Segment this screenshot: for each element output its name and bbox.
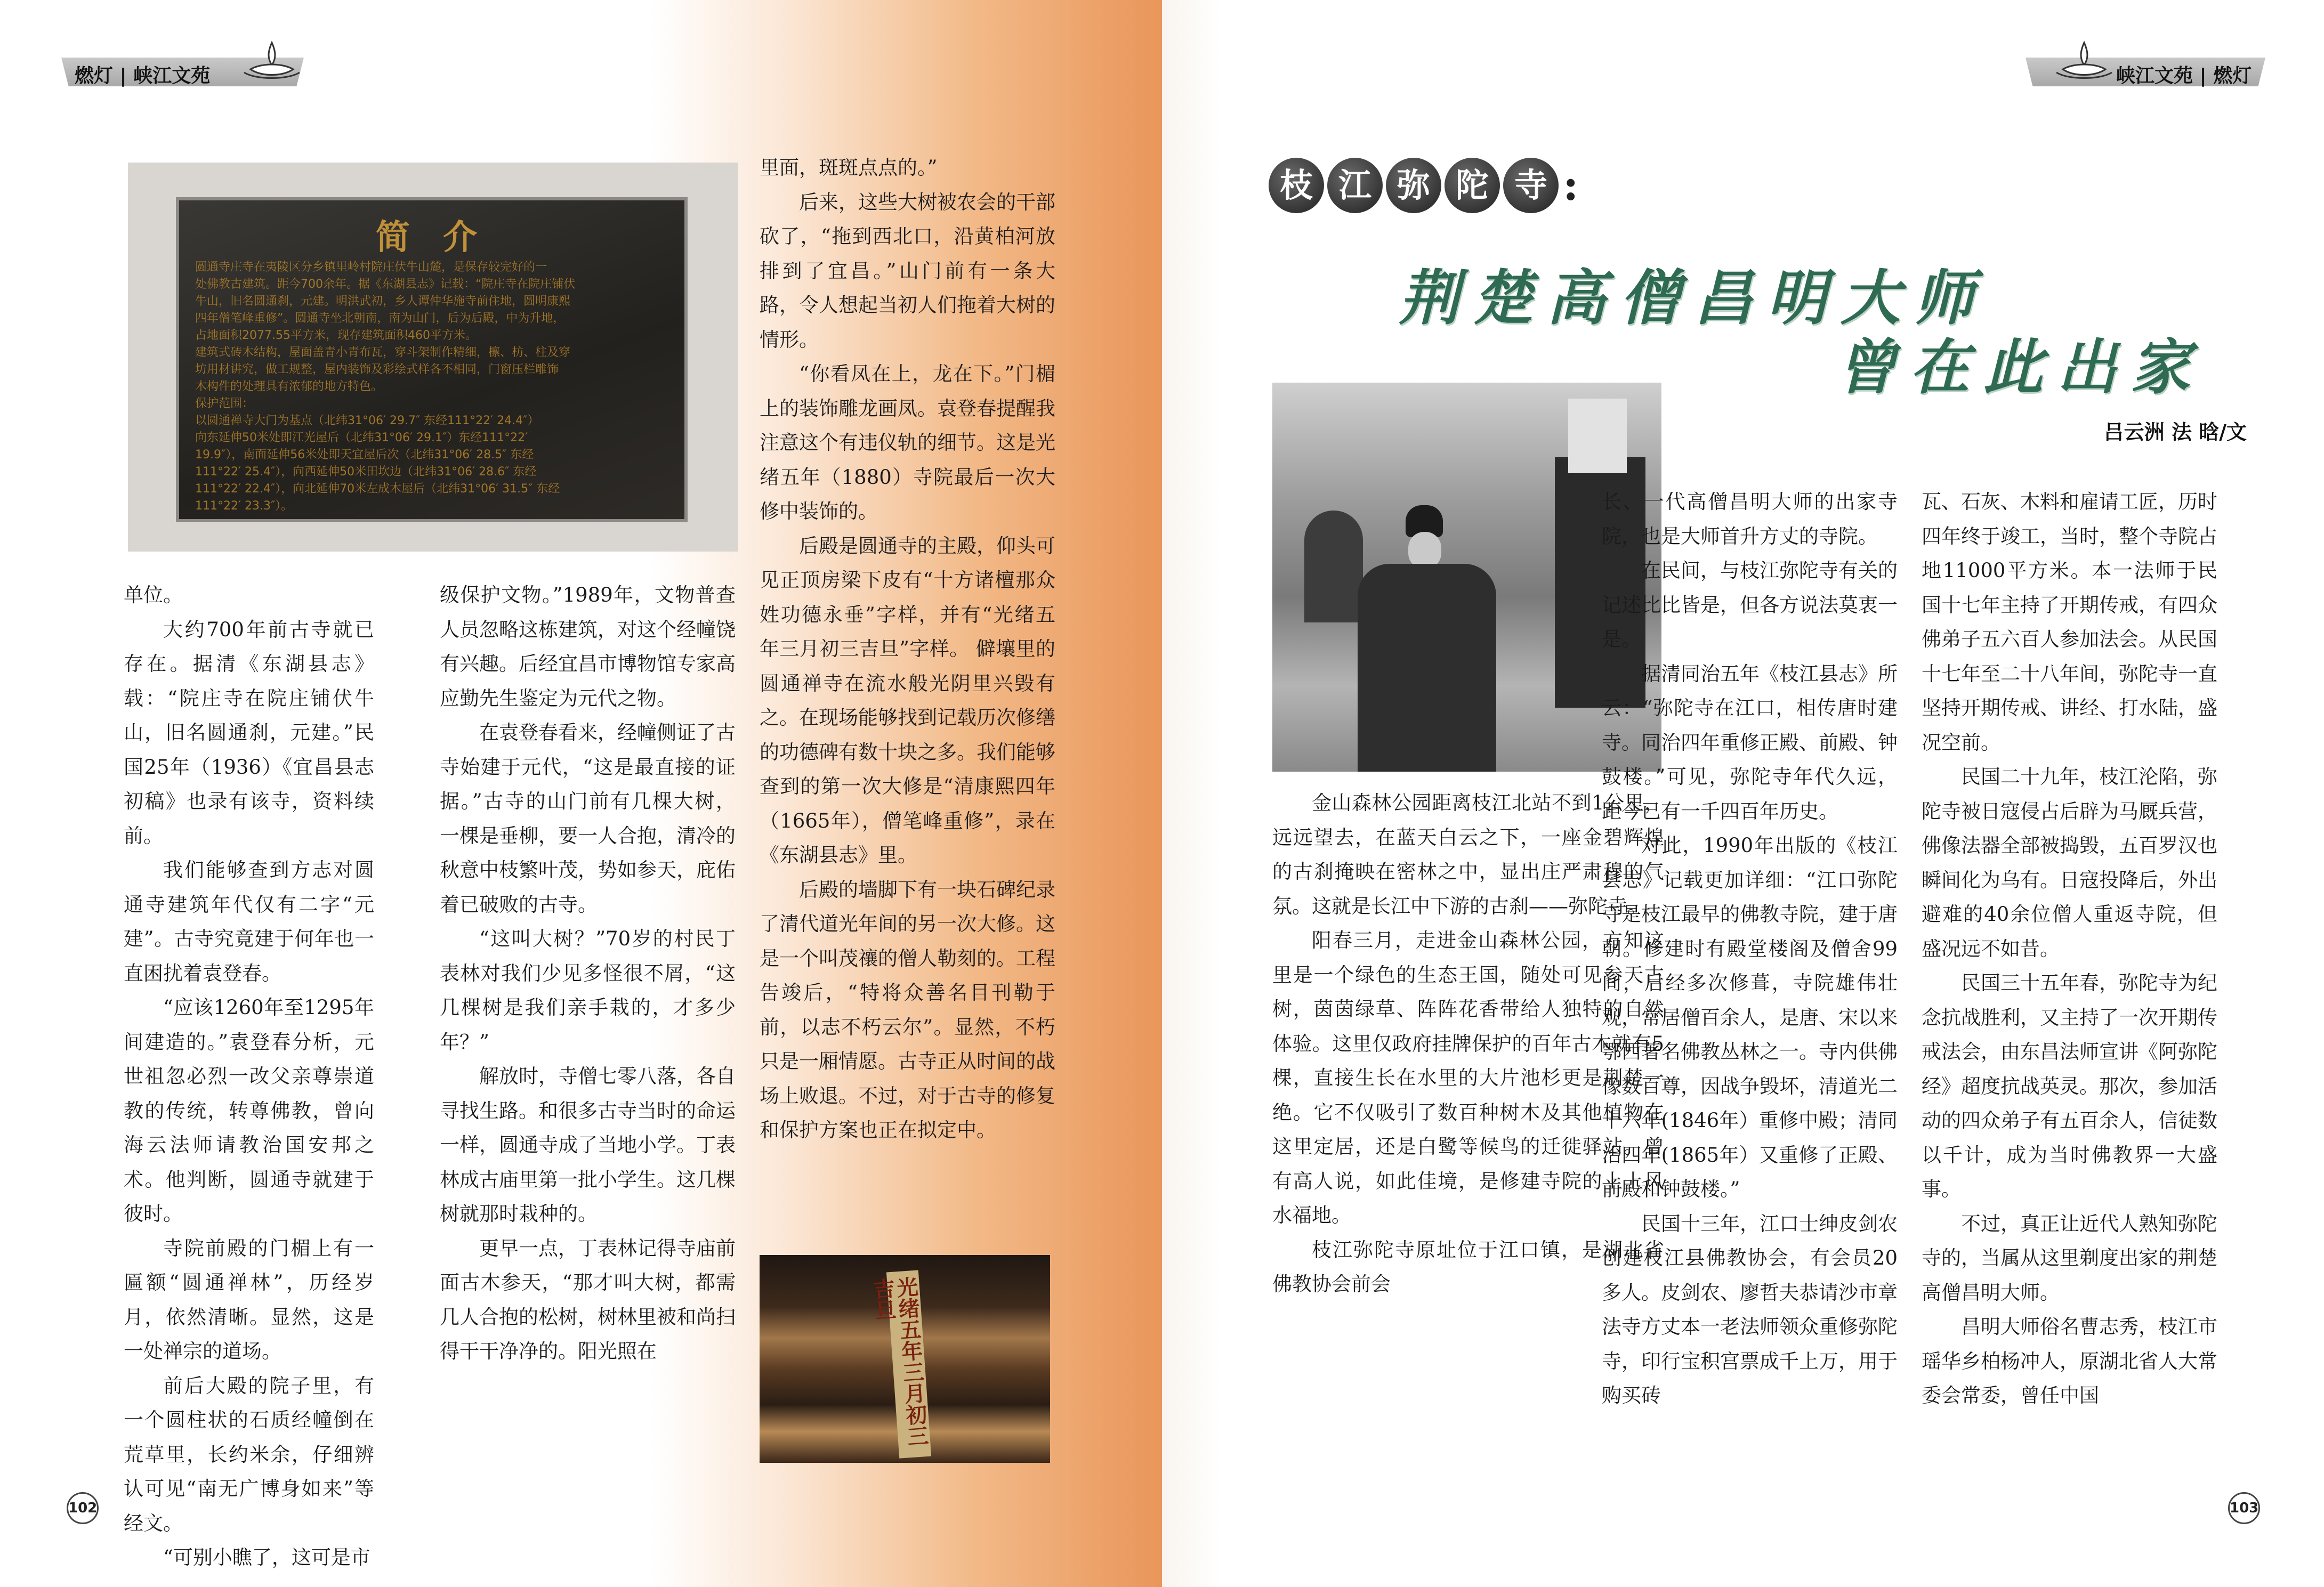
plaque-line: 保护范围： bbox=[195, 397, 254, 410]
title-char: 陀 bbox=[1445, 158, 1500, 213]
plaque-line: 111°22′ 22.4″），向北延伸70米左成木屋后（北纬31°06′ 31.5″ 东经 bbox=[195, 482, 560, 496]
plaque-heading: 简 介 bbox=[375, 217, 488, 257]
plaque-text bbox=[179, 259, 684, 515]
paragraph: 单位。 bbox=[124, 584, 183, 606]
title-char: 弥 bbox=[1386, 158, 1441, 213]
paragraph: 金山森林公园距离枝江北站不到1公里，远远望去，在蓝天白云之下，一座金碧辉煌的古刹掩映在密林之中，显出庄严肃穆的气氛。这就是长江中下游的古刹——弥陀寺。 bbox=[1272, 791, 1664, 918]
plaque-line: 111°22′ 25.4″），向西延伸50米田坎边（北纬31°06′ 28.6″ 东经 bbox=[195, 465, 537, 479]
header-title: 燃灯 | 峡江文苑 bbox=[75, 65, 211, 87]
paragraph: 民国十三年，江口士绅皮剑农创建枝江县佛教协会，有会员20多人。皮剑农、廖哲夫恭请沙市章法寺方丈本一老法师领众重修弥陀寺，印行宝积宫票成千上万，用于购买砖 bbox=[1602, 1212, 1898, 1407]
paragraph: 据清同治五年《枝江县志》所云：“弥陀寺在江口，相传唐时建寺。同治四年重修正殿、前殿、钟鼓楼。”可见，弥陀寺年代久远，距今已有一千四百年历史。 bbox=[1602, 662, 1898, 823]
plaque-line: 圆通寺庄寺在夷陵区分乡镇里岭村院庄伏牛山麓，是保存较完好的一 bbox=[195, 261, 547, 274]
plaque-line: 木构件的处理具有浓郁的地方特色。 bbox=[195, 380, 383, 393]
paragraph: 对此，1990年出版的《枝江县志》记载更加详细：“江口弥陀寺是枝江最早的佛教寺院，建于唐朝。修建时有殿堂楼阁及僧舍99间，后经多次修葺，寺院雄伟壮观，常居僧百余人，是唐、宋以来鄂西著名佛教丛林之一。寺内供佛像数百尊，因战争毁坏，清道光二十六年(1846年）重修中殿；清同治四年(1865年）又重修了正殿、前殿和钟鼓楼。” bbox=[1602, 834, 1898, 1201]
paragraph: 解放时，寺僧七零八落，各自寻找生路。和很多古寺当时的命运一样，圆通寺成了当地小学。丁表林成古庙里第一批小学生。这几棵树就那时栽种的。 bbox=[440, 1065, 736, 1225]
hanging-sign bbox=[1568, 399, 1627, 473]
byline: 吕云洲 法 晗/文 bbox=[2103, 420, 2247, 444]
title-char: 寺 bbox=[1503, 158, 1559, 213]
paragraph: 后殿的墙脚下有一块石碑纪录了清代道光年间的另一次大修。这是一个叫茂禳的僧人勒刻的。工程告竣后，“特将众善名目刊勒于前，以志不朽云尔”。显然，不朽只是一厢情愿。古寺正从时间的战场上败退。不过，对于古寺的修复和保护方案也正在拟定中。 bbox=[760, 878, 1055, 1141]
paragraph: 后来，这些大树被农会的干部砍了，“拖到西北口，沿黄柏河放排到了宜昌。”山门前有一条大路，令人想起当初人们拖着大树的情形。 bbox=[760, 190, 1055, 351]
paragraph: 大约700年前古寺就已存在。据清《东湖县志》载：“院庄寺在院庄铺伏牛山，旧名圆通刹，元建。”民国25年（1936）《宜昌县志初稿》也录有该寺，资料续前。 bbox=[124, 618, 374, 847]
paragraph: 不过，真正让近代人熟知弥陀寺的，当属从这里剃度出家的荆楚高僧昌明大师。 bbox=[1922, 1212, 2217, 1304]
right-col-3 bbox=[1922, 485, 2217, 1413]
paragraph: 民国二十九年，枝江沦陷，弥陀寺被日寇侵占后辟为马厩兵营，佛像法器全部被捣毁，五百罗汉也瞬间化为乌有。日寇投降后，外出避难的40余位僧人重返寺院，但盛况远不如昔。 bbox=[1922, 765, 2217, 960]
plaque-line: 111°22′ 23.3″）。 bbox=[195, 499, 293, 513]
paragraph: 更早一点，丁表林记得寺庙前面古木参天，“那才叫大树，都需几人合抱的松树，树林里被和尚扫得干干净净的。阳光照在 bbox=[440, 1236, 736, 1363]
monk-robe bbox=[1358, 564, 1496, 772]
title-char: 枝 bbox=[1269, 158, 1324, 213]
headline-line-2: 曾在此出家 bbox=[1836, 333, 2204, 402]
lotus-lamp-icon bbox=[2052, 37, 2116, 85]
paragraph: 枝江弥陀寺原址位于江口镇，是湖北省佛教协会前会 bbox=[1272, 1238, 1664, 1295]
paragraph: 我们能够查到方志对圆通寺建筑年代仅有二字“元建”。古寺究竟建于何年也一直困扰着袁登春。 bbox=[124, 859, 374, 985]
title-char: 江 bbox=[1327, 158, 1383, 213]
plaque-line: 处佛教古建筑。距今700余年。据《东湖县志》记载：“院庄寺在院庄铺伏 bbox=[195, 278, 576, 291]
paragraph: 昌明大师俗名曹志秀，枝江市瑶华乡柏杨冲人，原湖北省人大常委会常委，曾任中国 bbox=[1922, 1315, 2217, 1407]
lotus-lamp-icon bbox=[240, 37, 304, 85]
plaque-line: 四年僧笔峰重修”。圆通寺坐北朝南，南为山门，后为后殿，中为升地， bbox=[195, 312, 565, 325]
plaque-photo bbox=[128, 163, 738, 552]
tablet-inscription: 光绪五年三月初三吉旦 bbox=[869, 1275, 930, 1447]
paragraph: “应该1260年至1295年间建造的。”袁登春分析，元世祖忽必烈一改父亲尊崇道教的传统，转尊佛教，曾向海云法师请教治国安邦之术。他判断，圆通寺就建于彼时。 bbox=[124, 996, 374, 1225]
paragraph: 瓦、石灰、木料和雇请工匠，历时四年终于竣工，当时，整个寺院占地11000平方米。本一法师于民国十七年主持了开期传戒，有四众佛弟子五六百人参加法会。从民国十七年至二十八年间，弥陀寺一直坚持开期传戒、讲经、打水陆，盛况空前。 bbox=[1922, 490, 2217, 754]
left-col-2 bbox=[440, 578, 736, 1369]
plaque-line: 建筑式砖木结构，屋面盖青小青布瓦，穿斗架制作精细，檩、枋、柱及穿 bbox=[195, 346, 571, 359]
paragraph: 在民间，与枝江弥陀寺有关的记述比比皆是，但各方说法莫衷一是。 bbox=[1602, 559, 1898, 651]
plaque-line: 占地面积2077.55平方米，现存建筑面积460平方米。 bbox=[195, 329, 477, 342]
left-col-1 bbox=[124, 578, 374, 1575]
paragraph: “这叫大树？”70岁的村民丁表林对我们少见多怪很不屑，“这几棵树是我们亲手栽的，才多少年？” bbox=[440, 927, 736, 1054]
right-col-2 bbox=[1602, 485, 1898, 1413]
paragraph: “你看凤在上，龙在下。”门楣上的装饰雕龙画凤。袁登春提醒我注意这个有违仪轨的细节。这是光绪五年（1880）寺院最后一次大修中装饰的。 bbox=[760, 362, 1055, 523]
paragraph: 前后大殿的院子里，有一个圆柱状的石质经幢倒在荒草里，长约米余，仔细辨认可见“南无广博身如来”等经文。 bbox=[124, 1374, 374, 1535]
paragraph: 阳春三月，走进金山森林公园，方知这里是一个绿色的生态王国，随处可见参天古树，茵茵绿草、阵阵花香带给人独特的自然体验。这里仅政府挂牌保护的百年古木就有5棵，直接生长在水里的大片池杉更是荆楚一绝。它不仅吸引了数百种树木及其他植物在这里定居，还是白鹭等候鸟的迁徙驿站。曾有高人说，如此佳境，是修建寺院的上上风水福地。 bbox=[1272, 929, 1664, 1227]
stone-plaque bbox=[176, 197, 688, 522]
tablet-photo bbox=[760, 1255, 1050, 1463]
paragraph: 级保护文物。”1989年，文物普查人员忽略这栋建筑，对这个经幢饶有兴趣。后经宜昌市博物馆专家高应勤先生鉴定为元代之物。 bbox=[440, 584, 736, 710]
title-colon: : bbox=[1563, 160, 1579, 210]
paragraph: “可别小瞧了，这可是市 bbox=[163, 1546, 370, 1569]
page-number: 102 bbox=[67, 1492, 99, 1524]
header-title: 峡江文苑 | 燃灯 bbox=[2116, 65, 2252, 87]
page-number: 103 bbox=[2228, 1492, 2260, 1524]
paragraph: 里面，斑斑点点的。” bbox=[760, 156, 938, 179]
plaque-line: 坊用材讲究，做工规整，屋内装饰及彩绘式样各不相同，门窗压栏雕饰 bbox=[195, 363, 559, 376]
plaque-line: 以圆通禅寺大门为基点（北纬31°06′ 29.7″ 东经111°22′ 24.4″） bbox=[195, 414, 539, 427]
plaque-line: 牛山，旧名圆通刹，元建。明洪武初，乡人谭仲华施寺前住地，圆明康熙 bbox=[195, 295, 571, 308]
plaque-line: 19.9″），南面延伸56米处即天宜屋后次（北纬31°06′ 28.5″ 东经 bbox=[195, 448, 534, 461]
paragraph: 民国三十五年春，弥陀寺为纪念抗战胜利，又主持了一次开期传戒法会，由东昌法师宣讲《阿弥陀经》超度抗战英灵。那次，参加活动的四众弟子有五百余人，信徒数以千计，成为当时佛教界一大盛事。 bbox=[1922, 971, 2217, 1201]
left-col-3 bbox=[760, 151, 1055, 1148]
paragraph: 后殿是圆通寺的主殿，仰头可见正顶房梁下皮有“十方诸檀那众姓功德永垂”字样，并有“光绪五年三月初三吉旦”字样。 僻壤里的圆通禅寺在流水般光阴里兴毁有之。在现场能够找到记载历次修缮的功德碑有数十块之多。我们能够查到的第一次大修是“清康熙四年（1665年），僧笔峰重修”，录在《东湖县志》里。 bbox=[760, 534, 1055, 867]
doorway bbox=[1304, 511, 1363, 622]
headline-line-1: 荆楚高僧昌明大师 bbox=[1399, 263, 1988, 333]
plaque-line: 向东延伸50米处即江光屋后（北纬31°06′ 29.1″）东经111°22′ bbox=[195, 431, 528, 444]
paragraph: 在袁登春看来，经幢侧证了古寺始建于元代，“这是最直接的证据。”古寺的山门前有几棵大树，一棵是垂柳，要一人合抱，清冷的秋意中枝繁叶茂，势如参天，庇佑着已破败的古寺。 bbox=[440, 721, 736, 916]
paragraph: 寺院前殿的门楣上有一匾额“圆通禅林”，历经岁月，依然清晰。显然，这是一处禅宗的道场。 bbox=[124, 1236, 374, 1363]
right-page bbox=[1162, 0, 2324, 1587]
paragraph: 长、一代高僧昌明大师的出家寺院，也是大师首升方丈的寺院。 bbox=[1602, 490, 1898, 548]
